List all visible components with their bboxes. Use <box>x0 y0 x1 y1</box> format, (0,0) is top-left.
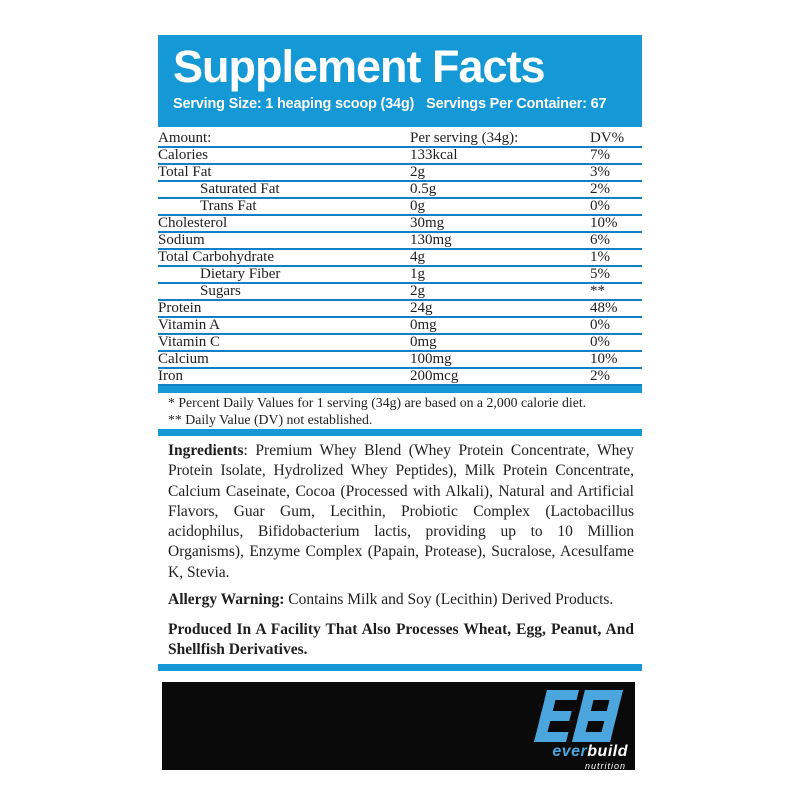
amount-cell: 0mg <box>410 334 590 351</box>
amount-cell: 30mg <box>410 215 590 232</box>
divider-bar <box>158 429 642 436</box>
footnote-daily-values: * Percent Daily Values for 1 serving (34g) are based on a 2,000 calorie diet. <box>168 395 587 410</box>
dv-cell: ** <box>590 283 642 300</box>
table-row <box>158 283 642 300</box>
dv-cell: 1% <box>590 249 642 266</box>
nutrient-name-cell: Calories <box>158 147 410 164</box>
amount-cell: 200mcg <box>410 368 590 385</box>
column-header-amount: Amount: <box>158 131 410 147</box>
ingredients-label: Ingredients <box>168 442 244 459</box>
table-row <box>158 351 642 368</box>
nutrient-name-cell: Vitamin A <box>158 317 410 334</box>
amount-cell: 130mg <box>410 232 590 249</box>
amount-cell: 1g <box>410 266 590 283</box>
table-row <box>158 249 642 266</box>
table-row <box>158 215 642 232</box>
dv-cell: 0% <box>590 317 642 334</box>
column-header-dv: DV% <box>590 131 642 147</box>
dv-cell: 0% <box>590 198 642 215</box>
divider-bar <box>158 386 642 393</box>
nutrient-name-cell: Sodium <box>158 232 410 249</box>
nutrient-name-cell: Iron <box>158 368 410 385</box>
table-row <box>158 164 642 181</box>
allergy-warning <box>158 591 642 608</box>
amount-cell: 24g <box>410 300 590 317</box>
nutrient-name-cell: Protein <box>158 300 410 317</box>
supplement-label <box>158 35 642 770</box>
nutrient-name-cell: Calcium <box>158 351 410 368</box>
amount-cell: 0mg <box>410 317 590 334</box>
dv-cell: 3% <box>590 164 642 181</box>
brand-name <box>528 744 628 760</box>
serving-size: Serving Size: 1 heaping scoop (34g) <box>173 96 415 112</box>
amount-cell: 133kcal <box>410 147 590 164</box>
amount-cell: 0g <box>410 198 590 215</box>
table-row <box>158 181 642 198</box>
page-title: Supplement Facts <box>173 41 545 92</box>
nutrient-name-cell: Dietary Fiber <box>158 266 410 283</box>
footer-panel <box>162 682 635 770</box>
dv-cell: 6% <box>590 232 642 249</box>
header-panel <box>158 35 642 127</box>
column-header-per-serving: Per serving (34g): <box>410 131 590 147</box>
dv-cell: 48% <box>590 300 642 317</box>
nutrient-name-cell: Vitamin C <box>158 334 410 351</box>
table-row <box>158 334 642 351</box>
dv-cell: 7% <box>590 147 642 164</box>
amount-cell: 4g <box>410 249 590 266</box>
table-row <box>158 300 642 317</box>
dv-cell: 2% <box>590 181 642 198</box>
footnotes <box>158 393 642 429</box>
servings-per-container: Servings Per Container: 67 <box>426 96 607 112</box>
ingredients-text: : Premium Whey Blend (Whey Protein Concentrate, Whey Protein Isolate, Hydrolized Whey Peptides), Milk Protein Concentrate, Calcium Caseinate, Cocoa (Processed with Alkali), Natural and Artificial Flavors, Guar Gum, Lecithin, Probiotic Complex (Lactobacillus acidophilus, Bifidobacterium lactis, providing up to 10 Million Organisms), Enzyme Complex (Papain, Protease), Sucralose, Acesulfame K, Stevia. <box>168 442 634 581</box>
nutrient-name-cell: Cholesterol <box>158 215 410 232</box>
nutrient-name-cell: Saturated Fat <box>158 181 410 198</box>
nutrition-table <box>158 131 642 386</box>
nutrition-table-body <box>158 147 642 385</box>
brand-logo <box>528 690 628 771</box>
serving-info <box>173 96 627 112</box>
allergy-warning-label: Allergy Warning: <box>168 591 285 609</box>
dv-cell: 0% <box>590 334 642 351</box>
amount-cell: 2g <box>410 164 590 181</box>
nutrient-name-cell: Sugars <box>158 283 410 300</box>
allergy-warning-text: Contains Milk and Soy (Lecithin) Derived Products. <box>284 591 614 609</box>
table-header-row <box>158 131 642 147</box>
dv-cell: 5% <box>590 266 642 283</box>
amount-cell: 100mg <box>410 351 590 368</box>
table-row <box>158 266 642 283</box>
table-row <box>158 317 642 334</box>
facility-warning: Produced In A Facility That Also Processes Wheat, Egg, Peanut, And Shellfish Derivatives. <box>168 621 634 658</box>
table-row <box>158 368 642 385</box>
divider-bar <box>158 664 642 671</box>
footnote-dv-not-established: ** Daily Value (DV) not established. <box>168 412 373 427</box>
nutrient-name-cell: Trans Fat <box>158 198 410 215</box>
dv-cell: 2% <box>590 368 642 385</box>
ingredients-paragraph <box>158 441 642 583</box>
amount-cell: 0.5g <box>410 181 590 198</box>
nutrient-name-cell: Total Fat <box>158 164 410 181</box>
brand-tagline: nutrition <box>584 761 626 772</box>
nutrient-name-cell: Total Carbohydrate <box>158 249 410 266</box>
table-row <box>158 232 642 249</box>
amount-cell: 2g <box>410 283 590 300</box>
table-row <box>158 198 642 215</box>
eb-logo-icon <box>534 690 628 742</box>
dv-cell: 10% <box>590 351 642 368</box>
table-row <box>158 147 642 164</box>
dv-cell: 10% <box>590 215 642 232</box>
brand-name-build: build <box>587 743 628 761</box>
brand-name-ever: ever <box>552 743 588 761</box>
